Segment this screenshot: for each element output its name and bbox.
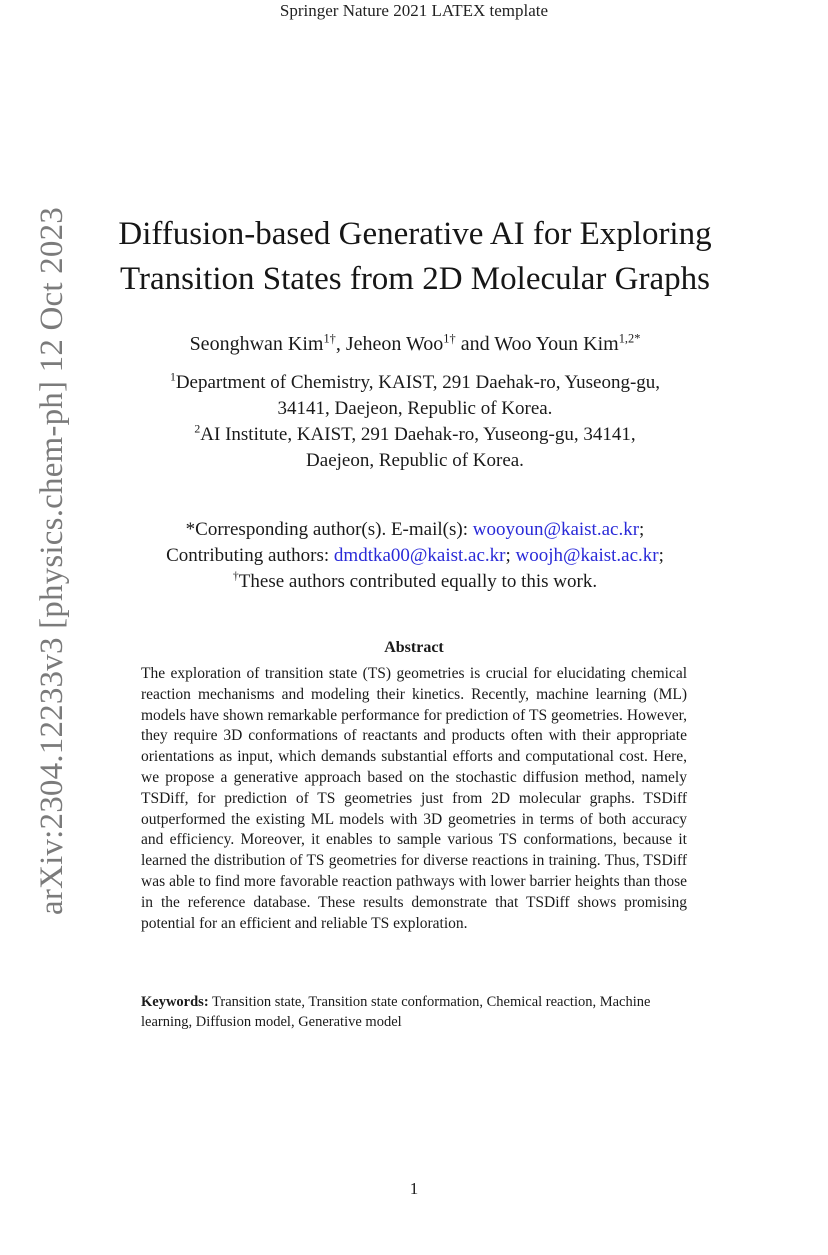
- affiliation-2-line-2: Daejeon, Republic of Korea.: [306, 450, 524, 471]
- affiliation-1-line-1: [110, 370, 720, 396]
- contributing-label: Contributing authors:: [166, 545, 334, 566]
- corresponding-label: *Corresponding author(s). E-mail(s):: [185, 519, 473, 540]
- separator: ;: [639, 519, 645, 540]
- affiliation-1-line-2: 34141, Daejeon, Republic of Korea.: [277, 398, 553, 419]
- affiliation-text: AI Institute, KAIST, 291 Daehak-ro, Yuseong-gu, 34141,: [200, 424, 636, 445]
- affiliation-2-line-1: [110, 422, 720, 448]
- contact-block: [90, 517, 740, 595]
- dagger-mark: †: [232, 569, 239, 583]
- author-name: Jeheon Woo: [345, 333, 444, 355]
- affiliation-text: Department of Chemistry, KAIST, 291 Daehak-ro, Yuseong-gu,: [175, 372, 661, 393]
- contributing-authors-line: [90, 543, 740, 569]
- author-separator: ,: [335, 333, 346, 355]
- keywords-block: [141, 992, 687, 1032]
- author-affiliation-mark: 1†: [323, 331, 336, 346]
- author-name: Woo Youn Kim: [494, 333, 619, 355]
- separator: ;: [505, 545, 516, 566]
- title-line-2: Transition States from 2D Molecular Graphs: [120, 261, 710, 297]
- keywords-label: Keywords:: [141, 994, 209, 1010]
- keywords-text: Transition state, Transition state conformation, Chemical reaction, Machine learning, Diffusion model, Generative model: [141, 994, 651, 1030]
- page-header: Springer Nature 2021 LATEX template: [279, 1, 549, 20]
- affiliation-mark: 2: [194, 422, 201, 436]
- title-line-1: Diffusion-based Generative AI for Exploring: [118, 216, 712, 252]
- equal-contribution-text: These authors contributed equally to this work.: [238, 571, 598, 592]
- page-number: 1: [409, 1179, 419, 1198]
- separator: ;: [658, 545, 664, 566]
- author-affiliation-mark: 1†: [443, 331, 456, 346]
- corresponding-email-link[interactable]: wooyoun@kaist.ac.kr: [472, 519, 640, 540]
- affiliation-mark: 1: [169, 370, 176, 384]
- corresponding-author-line: [90, 517, 740, 543]
- paper-title: [90, 212, 740, 302]
- arxiv-identifier: arXiv:2304.12233v3 [physics.chem-ph] 12 Oct 2023: [34, 207, 70, 915]
- author-list: [90, 330, 740, 358]
- affiliations: [110, 370, 720, 474]
- contributing-email-link-2[interactable]: woojh@kaist.ac.kr: [515, 545, 659, 566]
- equal-contribution-note: [90, 569, 740, 595]
- abstract-heading: Abstract: [384, 639, 444, 656]
- abstract-body: The exploration of transition state (TS) geometries is crucial for elucidating chemical reaction mechanisms and modeling their kinetics. Recently, machine learning (ML) models have shown remarkable performance for prediction of TS geometries. However, they require 3D conformations of reactants and products often with their appropriate orientations as input, which demands substantial efforts and computational cost. Here, we propose a generative approach based on the stochastic diffusion method, namely TSDiff, for prediction of TS geometries just from 2D molecular graphs. TSDiff outperformed the existing ML models with 3D geometries in terms of both accuracy and efficiency. Moreover, it enables to sample various TS conformations, because it learned the distribution of TS geometries for diverse reactions in training. Thus, TSDiff was able to find more favorable reaction pathways with lower barrier heights than those in the reference database. These results demonstrate that TSDiff shows promising potential for an efficient and reliable TS exploration.: [141, 665, 687, 932]
- author-separator: and: [455, 333, 495, 355]
- author-affiliation-mark: 1,2*: [618, 331, 641, 346]
- author-name: Seonghwan Kim: [189, 333, 324, 355]
- contributing-email-link-1[interactable]: dmdtka00@kaist.ac.kr: [333, 545, 506, 566]
